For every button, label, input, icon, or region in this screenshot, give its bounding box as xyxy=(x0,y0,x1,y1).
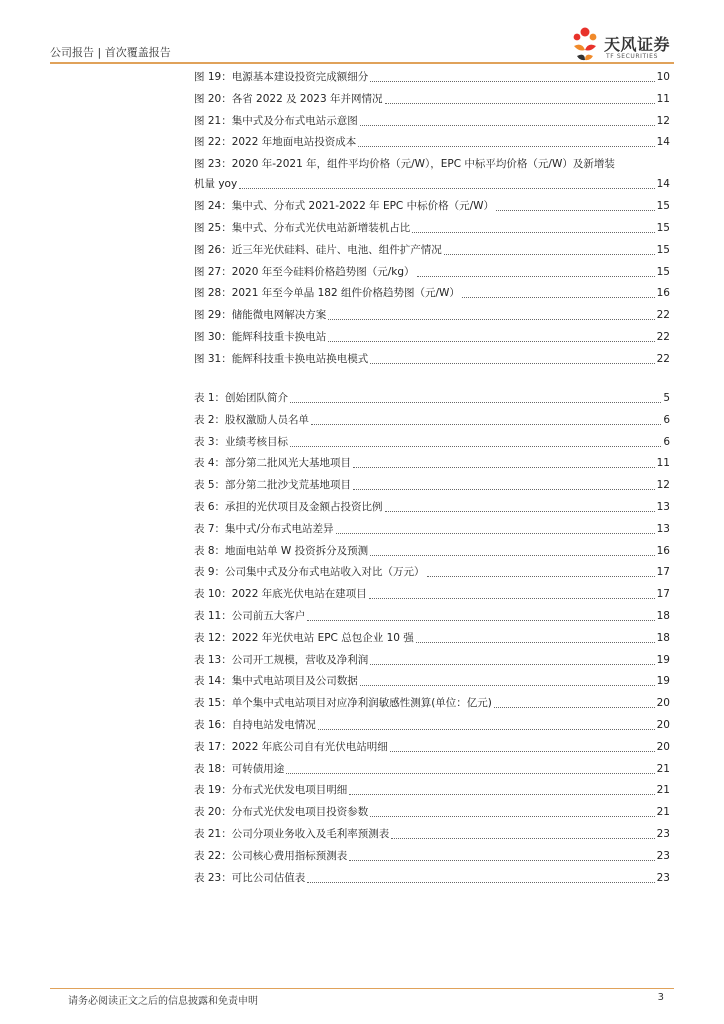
toc-entry-label: 表 17：2022 年底公司自有光伏电站明细 xyxy=(194,740,388,753)
toc-page-number: 11 xyxy=(656,92,670,105)
toc-dot-leader xyxy=(385,511,655,512)
toc-dot-leader xyxy=(349,860,654,861)
toc-entry[interactable] xyxy=(194,262,670,282)
toc-entry-label: 表 5：部分第二批沙戈荒基地项目 xyxy=(194,479,352,492)
toc-dot-leader xyxy=(328,319,654,320)
toc-entry-label: 表 23：可比公司估值表 xyxy=(194,871,306,884)
toc-entry[interactable] xyxy=(194,868,670,888)
toc-page-number: 14 xyxy=(656,136,670,149)
toc-entry-label: 图 24：集中式、分布式 2021-2022 年 EPC 中标价格（元/W） xyxy=(194,200,494,213)
toc-entry-label: 表 16：自持电站发电情况 xyxy=(194,719,316,731)
toc-page-number: 21 xyxy=(656,784,670,797)
toc-page-number: 18 xyxy=(656,610,670,622)
toc-entry-label-line1: 图 23：2020 年-2021 年，组件平均价格（元/W），EPC 中标平均价格（元/W）及新增装 xyxy=(194,158,615,171)
toc-dot-leader xyxy=(416,642,655,643)
toc-page-number: 23 xyxy=(656,849,670,862)
toc-page-number: 11 xyxy=(656,457,670,470)
toc-entry-label: 表 7：集中式/分布式电站差异 xyxy=(194,522,334,535)
toc-dot-leader xyxy=(290,446,661,447)
toc-entry-label: 表 13：公司开工规模，营收及净利润 xyxy=(194,653,369,666)
toc-entry-label: 表 11：公司前五大客户 xyxy=(194,610,306,622)
toc-page-number: 22 xyxy=(656,352,670,365)
tf-securities-logo xyxy=(568,26,678,62)
toc-entry[interactable] xyxy=(194,497,670,517)
toc-dot-leader xyxy=(370,81,654,82)
toc-entry[interactable] xyxy=(194,650,670,670)
toc-page-number: 20 xyxy=(656,719,670,731)
toc-page-number: 12 xyxy=(656,114,670,127)
toc-entry-label: 表 18：可转债用途 xyxy=(194,762,285,775)
toc-entry-label: 表 12：2022 年光伏电站 EPC 总包企业 10 强 xyxy=(194,631,414,644)
toc-page-number: 12 xyxy=(656,479,670,492)
toc-entry-label: 表 2：股权激励人员名单 xyxy=(194,413,310,426)
toc-entry[interactable] xyxy=(194,283,670,303)
toc-entry[interactable] xyxy=(194,432,670,452)
toc-entry[interactable] xyxy=(194,737,670,757)
toc-entry-label: 表 14：集中式电站项目及公司数据 xyxy=(194,675,358,688)
toc-entry-label: 图 26：近三年光伏硅料、硅片、电池、组件扩产情况 xyxy=(194,243,442,256)
toc-page-number: 16 xyxy=(656,287,670,300)
toc-entry-label-line2: 机量 yoy xyxy=(194,178,238,191)
toc-entry[interactable] xyxy=(194,671,670,691)
toc-entry[interactable] xyxy=(194,693,670,713)
toc-dot-leader xyxy=(286,773,654,774)
toc-dot-leader xyxy=(318,729,655,730)
toc-page-number: 23 xyxy=(656,828,670,840)
toc-page-number: 22 xyxy=(656,309,670,322)
toc-dot-leader xyxy=(412,232,654,233)
toc-dot-leader xyxy=(370,816,654,817)
toc-entry-label: 图 31：能辉科技重卡换电站换电模式 xyxy=(194,352,369,365)
toc-entry[interactable] xyxy=(194,628,670,648)
toc-page-number: 20 xyxy=(656,740,670,753)
toc-dot-leader xyxy=(290,402,661,403)
toc-entry-label: 表 9：公司集中式及分布式电站收入对比（万元） xyxy=(194,566,425,579)
header-divider xyxy=(50,62,674,64)
toc-entry[interactable] xyxy=(194,240,670,260)
toc-entry-label: 图 21：集中式及分布式电站示意图 xyxy=(194,114,358,127)
toc-dot-leader xyxy=(370,363,654,364)
toc-dot-leader xyxy=(360,125,655,126)
toc-dot-leader xyxy=(336,533,655,534)
toc-page-number: 23 xyxy=(656,871,670,884)
page-number: 3 xyxy=(657,992,664,1003)
tf-logo-icon xyxy=(568,26,602,62)
report-type-label: 公司报告 | 首次覆盖报告 xyxy=(50,46,171,59)
toc-entry-label: 表 22：公司核心费用指标预测表 xyxy=(194,849,348,862)
toc-page-number: 14 xyxy=(656,178,670,191)
toc-entry[interactable] xyxy=(194,67,670,87)
toc-entry[interactable] xyxy=(194,196,670,216)
toc-entry-label: 图 29：储能微电网解决方案 xyxy=(194,309,327,322)
footer-divider xyxy=(50,988,674,989)
toc-entry[interactable] xyxy=(194,519,670,539)
toc-entry[interactable] xyxy=(194,780,670,800)
toc-page-number: 22 xyxy=(656,331,670,343)
toc-dot-leader xyxy=(494,707,655,708)
toc-dot-leader xyxy=(390,751,655,752)
toc-entry-label: 表 19：分布式光伏发电项目明细 xyxy=(194,784,348,797)
toc-dot-leader xyxy=(370,664,654,665)
toc-dot-leader xyxy=(353,489,655,490)
toc-entry[interactable] xyxy=(194,606,670,626)
toc-dot-leader xyxy=(385,103,655,104)
toc-page-number: 5 xyxy=(663,392,670,404)
toc-dot-leader xyxy=(370,555,655,556)
toc-entry[interactable] xyxy=(194,327,670,347)
toc-entry-label: 表 10：2022 年底光伏电站在建项目 xyxy=(194,588,367,601)
toc-page-number: 20 xyxy=(656,697,670,710)
logo-chinese-name: 天风证券 xyxy=(604,35,671,54)
toc-page-number: 19 xyxy=(656,675,670,688)
toc-page-number: 6 xyxy=(663,435,670,448)
toc-entry[interactable] xyxy=(194,453,670,473)
toc-dot-leader xyxy=(239,188,654,189)
toc-dot-leader xyxy=(496,210,655,211)
toc-dot-leader xyxy=(311,424,661,425)
toc-entry[interactable] xyxy=(194,89,670,109)
toc-page-number: 15 xyxy=(656,222,670,234)
toc-dot-leader xyxy=(360,685,655,686)
toc-entry[interactable] xyxy=(194,388,670,408)
toc-dot-leader xyxy=(444,254,655,255)
toc-entry-label: 表 15：单个集中式电站项目对应净利润敏感性测算(单位：亿元) xyxy=(194,697,492,710)
logo-english-name: TF SECURITIES xyxy=(606,53,658,60)
toc-page-number: 18 xyxy=(656,631,670,644)
toc-dot-leader xyxy=(307,882,654,883)
toc-page-number: 15 xyxy=(656,200,670,213)
toc-entry[interactable] xyxy=(194,802,670,822)
toc-entry[interactable] xyxy=(194,759,670,779)
toc-entry-label: 表 8：地面电站单 W 投资拆分及预测 xyxy=(194,544,369,557)
toc-entry-label: 表 4：部分第二批风光大基地项目 xyxy=(194,457,352,470)
toc-dot-leader xyxy=(391,838,654,839)
toc-dot-leader xyxy=(358,146,654,147)
toc-page-number: 21 xyxy=(656,806,670,819)
toc-entry-label: 图 30：能辉科技重卡换电站 xyxy=(194,331,327,343)
toc-dot-leader xyxy=(462,297,655,298)
toc-page-number: 6 xyxy=(663,413,670,426)
toc-entry[interactable] xyxy=(194,218,670,238)
toc-entry[interactable] xyxy=(194,349,670,369)
toc-page-number: 17 xyxy=(656,566,670,579)
toc-entry[interactable] xyxy=(194,111,670,131)
toc-entry[interactable] xyxy=(194,584,670,604)
toc-dot-leader xyxy=(349,794,654,795)
toc-entry[interactable] xyxy=(194,824,670,844)
toc-entry-label: 图 19：电源基本建设投资完成额细分 xyxy=(194,71,369,83)
toc-entry-label: 表 3：业绩考核目标 xyxy=(194,435,289,448)
toc-dot-leader xyxy=(307,620,654,621)
toc-entry-label: 表 1：创始团队简介 xyxy=(194,392,289,404)
toc-entry-label: 表 6：承担的光伏项目及金额占投资比例 xyxy=(194,501,383,513)
toc-entry[interactable] xyxy=(194,475,670,495)
toc-entry[interactable] xyxy=(194,715,670,735)
toc-entry[interactable] xyxy=(194,846,670,866)
toc-entry-label: 表 20：分布式光伏发电项目投资参数 xyxy=(194,806,369,819)
toc-entry-label: 图 27：2020 年至今硅料价格趋势图（元/kg） xyxy=(194,265,415,278)
toc-entry-label: 表 21：公司分项业务收入及毛利率预测表 xyxy=(194,828,390,840)
toc-page-number: 16 xyxy=(656,544,670,557)
toc-page-number: 17 xyxy=(656,588,670,601)
footer-disclaimer: 请务必阅读正文之后的信息披露和免责申明 xyxy=(68,996,258,1007)
toc-dot-leader xyxy=(353,467,655,468)
toc-entry[interactable] xyxy=(194,541,670,561)
toc-entry[interactable] xyxy=(194,132,670,152)
toc-page-number: 10 xyxy=(656,71,670,83)
toc-entry-label: 图 20：各省 2022 及 2023 年并网情况 xyxy=(194,92,383,105)
toc-entry-label: 图 22：2022 年地面电站投资成本 xyxy=(194,136,357,149)
toc-entry-label: 图 25：集中式、分布式光伏电站新增装机占比 xyxy=(194,222,411,234)
toc-dot-leader xyxy=(328,341,654,342)
toc-entry[interactable] xyxy=(194,154,670,194)
toc-page-number: 13 xyxy=(656,501,670,513)
toc-dot-leader xyxy=(369,598,655,599)
toc-dot-leader xyxy=(427,576,655,577)
toc-page-number: 19 xyxy=(656,653,670,666)
toc-dot-leader xyxy=(417,276,655,277)
toc-page-number: 15 xyxy=(656,243,670,256)
toc-page-number: 13 xyxy=(656,522,670,535)
toc-entry[interactable] xyxy=(194,410,670,430)
toc-page-number: 15 xyxy=(656,265,670,278)
toc-page-number: 21 xyxy=(656,762,670,775)
toc-entry[interactable] xyxy=(194,562,670,582)
toc-entry-label: 图 28：2021 年至今单晶 182 组件价格趋势图（元/W） xyxy=(194,287,460,300)
toc-entry[interactable] xyxy=(194,305,670,325)
